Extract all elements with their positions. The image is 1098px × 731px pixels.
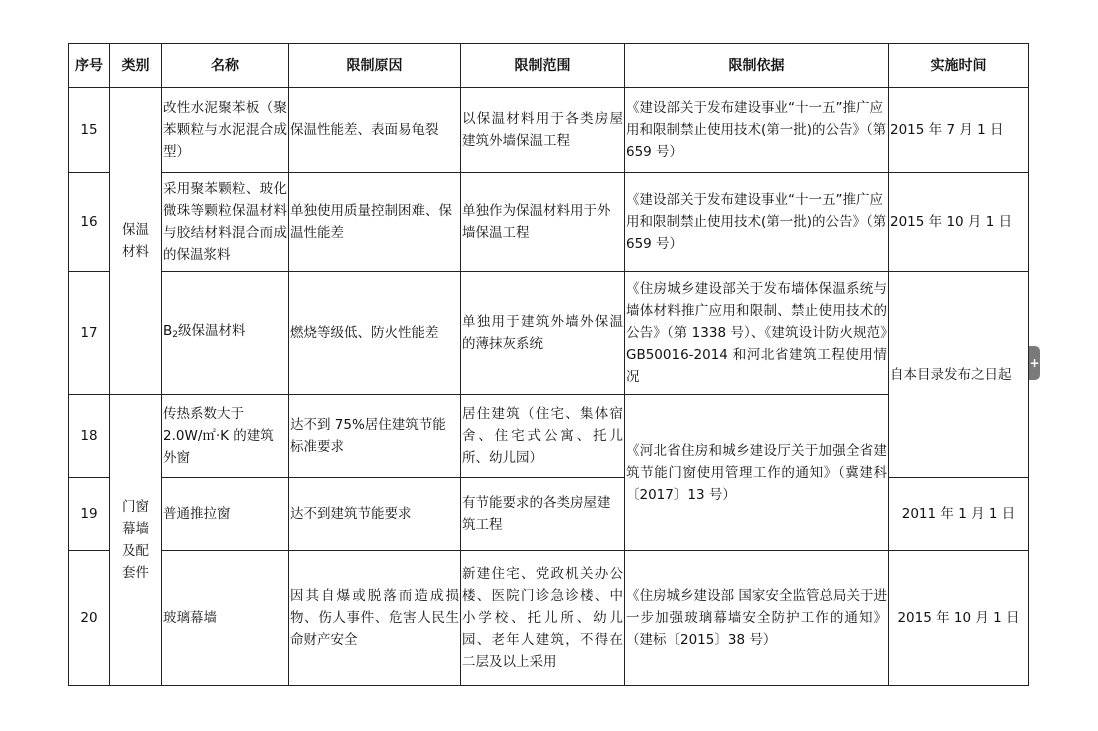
row-reason: 达不到 75%居住建筑节能标准要求 <box>289 395 461 478</box>
row-basis: 《住房城乡建设部 国家安全监管总局关于进一步加强玻璃幕墙安全防护工作的通知》（建标〔2015〕38 号） <box>625 551 889 686</box>
row-no: 17 <box>69 272 110 395</box>
table-row <box>69 551 1029 686</box>
row-reason: 因其自爆或脱落而造成损物、伤人事件、危害人民生命财产安全 <box>289 551 461 686</box>
row-basis: 《建设部关于发布建设事业“十一五”推广应用和限制禁止使用技术(第一批)的公告》（第 659 号） <box>625 88 889 173</box>
row-reason: 单独使用质量控制困难、保温性能差 <box>289 173 461 272</box>
name-suffix: 级保温材料 <box>178 323 246 339</box>
row-scope: 单独用于建筑外墙外保温的薄抹灰系统 <box>461 272 625 395</box>
row-no: 18 <box>69 395 110 478</box>
row-date: 2015 年 7 月 1 日 <box>889 88 1029 173</box>
row-basis: 《住房城乡建设部关于发布墙体保温系统与墙体材料推广应用和限制、禁止使用技术的公告》（第 1338 号）、《建筑设计防火规范》GB50016-2014 和河北省建筑工程使用情况 <box>625 272 889 395</box>
scroll-expand-handle[interactable]: + <box>1029 346 1040 380</box>
header-no: 序号 <box>69 44 110 88</box>
row-basis-merged: 《河北省住房和城乡建设厅关于加强全省建筑节能门窗使用管理工作的通知》（冀建科〔2017〕13 号） <box>625 395 889 551</box>
row-scope: 新建住宅、党政机关办公楼、医院门诊急诊楼、中小学校、托儿所、幼儿园、老年人建筑，不得在二层及以上采用 <box>461 551 625 686</box>
row-date: 2015 年 10 月 1 日 <box>889 173 1029 272</box>
name-prefix: B <box>163 323 173 339</box>
row-scope: 以保温材料用于各类房屋建筑外墙保温工程 <box>461 88 625 173</box>
category-label: 保温材料 <box>122 222 149 260</box>
table-header-row <box>69 44 1029 88</box>
row-name: 传热系数大于 2.0W/㎡·K 的建筑外窗 <box>162 395 289 478</box>
header-date: 实施时间 <box>889 44 1029 88</box>
name-subscript: 2 <box>172 330 178 340</box>
row-scope: 有节能要求的各类房屋建筑工程 <box>461 478 625 551</box>
header-name: 名称 <box>162 44 289 88</box>
row-basis: 《建设部关于发布建设事业“十一五”推广应用和限制禁止使用技术(第一批)的公告》（第 659 号） <box>625 173 889 272</box>
table-row <box>69 88 1029 173</box>
table-row <box>69 395 1029 478</box>
row-no: 16 <box>69 173 110 272</box>
row-reason: 达不到建筑节能要求 <box>289 478 461 551</box>
header-basis: 限制依据 <box>625 44 889 88</box>
row-name: 普通推拉窗 <box>162 478 289 551</box>
row-reason: 燃烧等级低、防火性能差 <box>289 272 461 395</box>
category-insulation <box>110 88 162 395</box>
row-scope: 居住建筑（住宅、集体宿舍、住宅式公寓、托儿所、幼儿园） <box>461 395 625 478</box>
row-name: 采用聚苯颗粒、玻化微珠等颗粒保温材料与胶结材料混合而成的保温浆料 <box>162 173 289 272</box>
row-date: 2015 年 10 月 1 日 <box>889 551 1029 686</box>
row-scope: 单独作为保温材料用于外墙保温工程 <box>461 173 625 272</box>
header-category: 类别 <box>110 44 162 88</box>
row-date: 2011 年 1 月 1 日 <box>889 478 1029 551</box>
table-row <box>69 272 1029 395</box>
row-name: 改性水泥聚苯板（聚苯颗粒与水泥混合成型） <box>162 88 289 173</box>
row-name: 玻璃幕墙 <box>162 551 289 686</box>
table-row <box>69 173 1029 272</box>
restriction-table <box>68 43 1029 686</box>
row-reason: 保温性能差、表面易龟裂 <box>289 88 461 173</box>
header-scope: 限制范围 <box>461 44 625 88</box>
row-no: 19 <box>69 478 110 551</box>
row-date-merged: 自本目录发布之日起 <box>889 272 1029 478</box>
row-no: 20 <box>69 551 110 686</box>
header-reason: 限制原因 <box>289 44 461 88</box>
category-doors <box>110 395 162 686</box>
row-name <box>162 272 289 395</box>
category-label: 门窗幕墙及配套件 <box>122 499 149 581</box>
row-no: 15 <box>69 88 110 173</box>
